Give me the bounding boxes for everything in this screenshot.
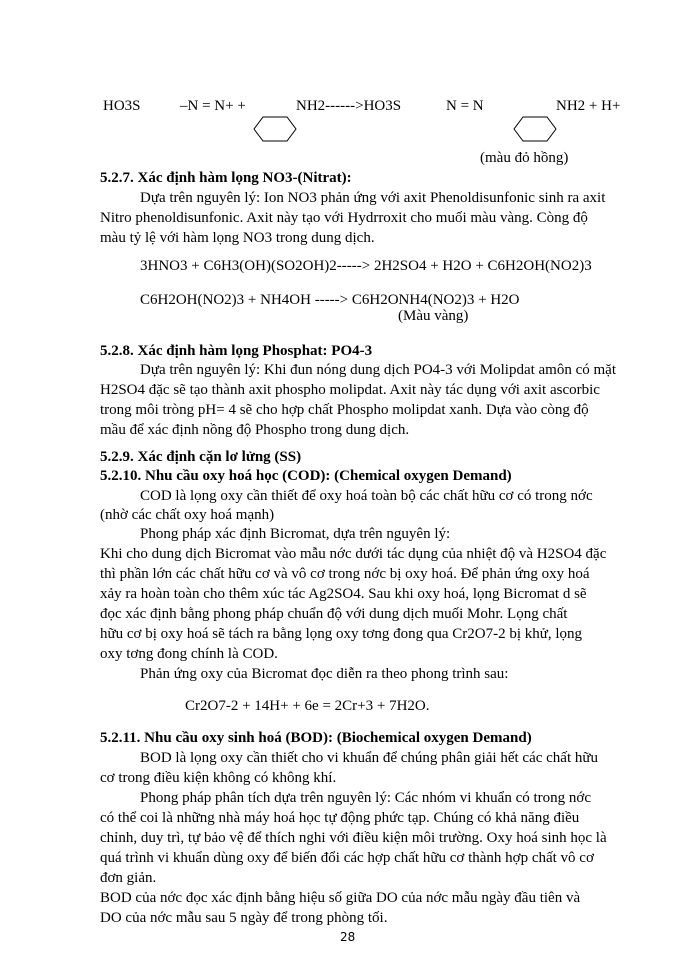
paragraph-line: đơn giản.	[100, 870, 157, 886]
paragraph-line: thì phần lớn các chất hữu cơ và vô cơ trong nớc bị oxy hoá. Để phản ứng oxy hoá	[100, 566, 590, 582]
paragraph-line: Nitro phenoldisunfonic. Axit này tạo với Hydrroxit cho muối màu vàng. Còng độ	[100, 210, 588, 226]
paragraph-line: Dựa trên nguyên lý: Ion NO3 phản ứng với axit Phenoldisunfonic sinh ra axit	[140, 190, 606, 206]
paragraph-line: quá trình vi khuẩn dùng oxy để biến đổi các hợp chất hữu cơ thành hợp chất vô cơ	[100, 850, 594, 866]
paragraph-line: đọc xác định bằng phong pháp chuẩn độ với dung dịch muối Mohr. Lọng chất	[100, 606, 568, 622]
equation-line: Cr2O7-2 + 14H+ + 6e = 2Cr+3 + 7H2O.	[185, 698, 430, 714]
paragraph-line: mầu để xác định nồng độ Phospho trong dung dịch.	[100, 422, 410, 438]
equation-line: 3HNO3 + C6H3(OH)(SO2OH)2-----> 2H2SO4 + H2O + C6H2OH(NO2)3	[140, 258, 592, 274]
paragraph-line: H2SO4 đặc sẽ tạo thành axit phospho molipdat. Axit này tác dụng với axit ascorbic	[100, 382, 600, 398]
paragraph-line: trong môi tròng pH= 4 sẽ cho hợp chất Phospho molipdat xanh. Dựa vào còng độ	[100, 402, 589, 418]
paragraph-line: hữu cơ bị oxy hoá sẽ tách ra bằng lọng oxy tơng đong qua Cr2O7-2 bị khử, lọng	[100, 626, 583, 642]
reaction-nh2-arrow: NH2------>HO3S	[296, 98, 402, 114]
section-5210-heading: 5.2.10. Nhu cầu oxy hoá học (COD): (Chemical oxygen Demand)	[100, 468, 512, 484]
paragraph-line: DO của nớc mẫu sau 5 ngày để trong phòng tối.	[100, 910, 388, 926]
paragraph-line: Phong pháp xác định Bicromat, dựa trên nguyên lý:	[140, 526, 451, 542]
paragraph-line: BOD là lọng oxy cần thiết cho vi khuẩn để chúng phân giải hết các chất hữu	[140, 750, 598, 766]
paragraph-line: (nhờ các chất oxy hoá mạnh)	[100, 507, 275, 523]
benzene-ring-icon	[513, 116, 557, 142]
paragraph-line: COD là lọng oxy cần thiết để oxy hoá toàn bộ các chất hữu cơ có trong nớc	[140, 488, 593, 504]
reaction-n-eq-n-plus: –N = N+ +	[180, 98, 246, 114]
paragraph-line: xảy ra hoàn toàn cho thêm xúc tác Ag2SO4. Sau khi oxy hoá, lọng Bicromat d sẽ	[100, 586, 587, 602]
equation-line: C6H2OH(NO2)3 + NH4OH -----> C6H2ONH4(NO2)3 + H2O	[140, 292, 520, 308]
paragraph-line: oxy tơng đong chính là COD.	[100, 646, 278, 662]
paragraph-line: có thể coi là những nhà máy hoá học tự động phức tạp. Chúng có khả năng điều	[100, 810, 580, 826]
benzene-ring-icon	[253, 116, 297, 142]
paragraph-line: BOD của nớc đọc xác định bằng hiệu số giữa DO của nớc mẫu ngày đầu tiên và	[100, 890, 581, 906]
paragraph-line: chỉnh, duy trì, tự bảo vệ để thích nghi với điều kiện môi trường. Oxy hoá sinh học là	[100, 830, 607, 846]
reaction-n-eq-n: N = N	[446, 98, 484, 114]
reaction-caption: (màu đỏ hồng)	[480, 150, 569, 166]
paragraph-line: màu tỷ lệ với hàm lọng NO3 trong dung dịch.	[100, 230, 375, 246]
paragraph-line: Dựa trên nguyên lý: Khi đun nóng dung dịch PO4-3 với Molipdat amôn có mặt	[140, 362, 617, 378]
paragraph-line: Khi cho dung dịch Bicromat vào mẫu nớc dưới tác dụng của nhiệt độ và H2SO4 đặc	[100, 546, 607, 562]
section-529-heading: 5.2.9. Xác định cặn lơ lửng (SS)	[100, 449, 302, 465]
reaction-hso3s: HO3S	[103, 98, 141, 114]
section-528-heading: 5.2.8. Xác định hàm lọng Phosphat: PO4-3	[100, 343, 373, 359]
equation-caption: (Màu vàng)	[398, 308, 469, 324]
reaction-nh2-h-plus: NH2 + H+	[556, 98, 621, 114]
page-number: 28	[340, 930, 356, 944]
paragraph-line: cơ trong điều kiện không có không khí.	[100, 770, 337, 786]
paragraph-line: Phong pháp phân tích dựa trên nguyên lý: Các nhóm vi khuẩn có trong nớc	[140, 790, 591, 806]
section-5211-heading: 5.2.11. Nhu cầu oxy sinh hoá (BOD): (Biochemical oxygen Demand)	[100, 730, 532, 746]
paragraph-line: Phản ứng oxy của Bicromat đọc diễn ra theo phong trình sau:	[140, 666, 509, 682]
section-527-heading: 5.2.7. Xác định hàm lọng NO3-(Nitrat):	[100, 170, 352, 186]
